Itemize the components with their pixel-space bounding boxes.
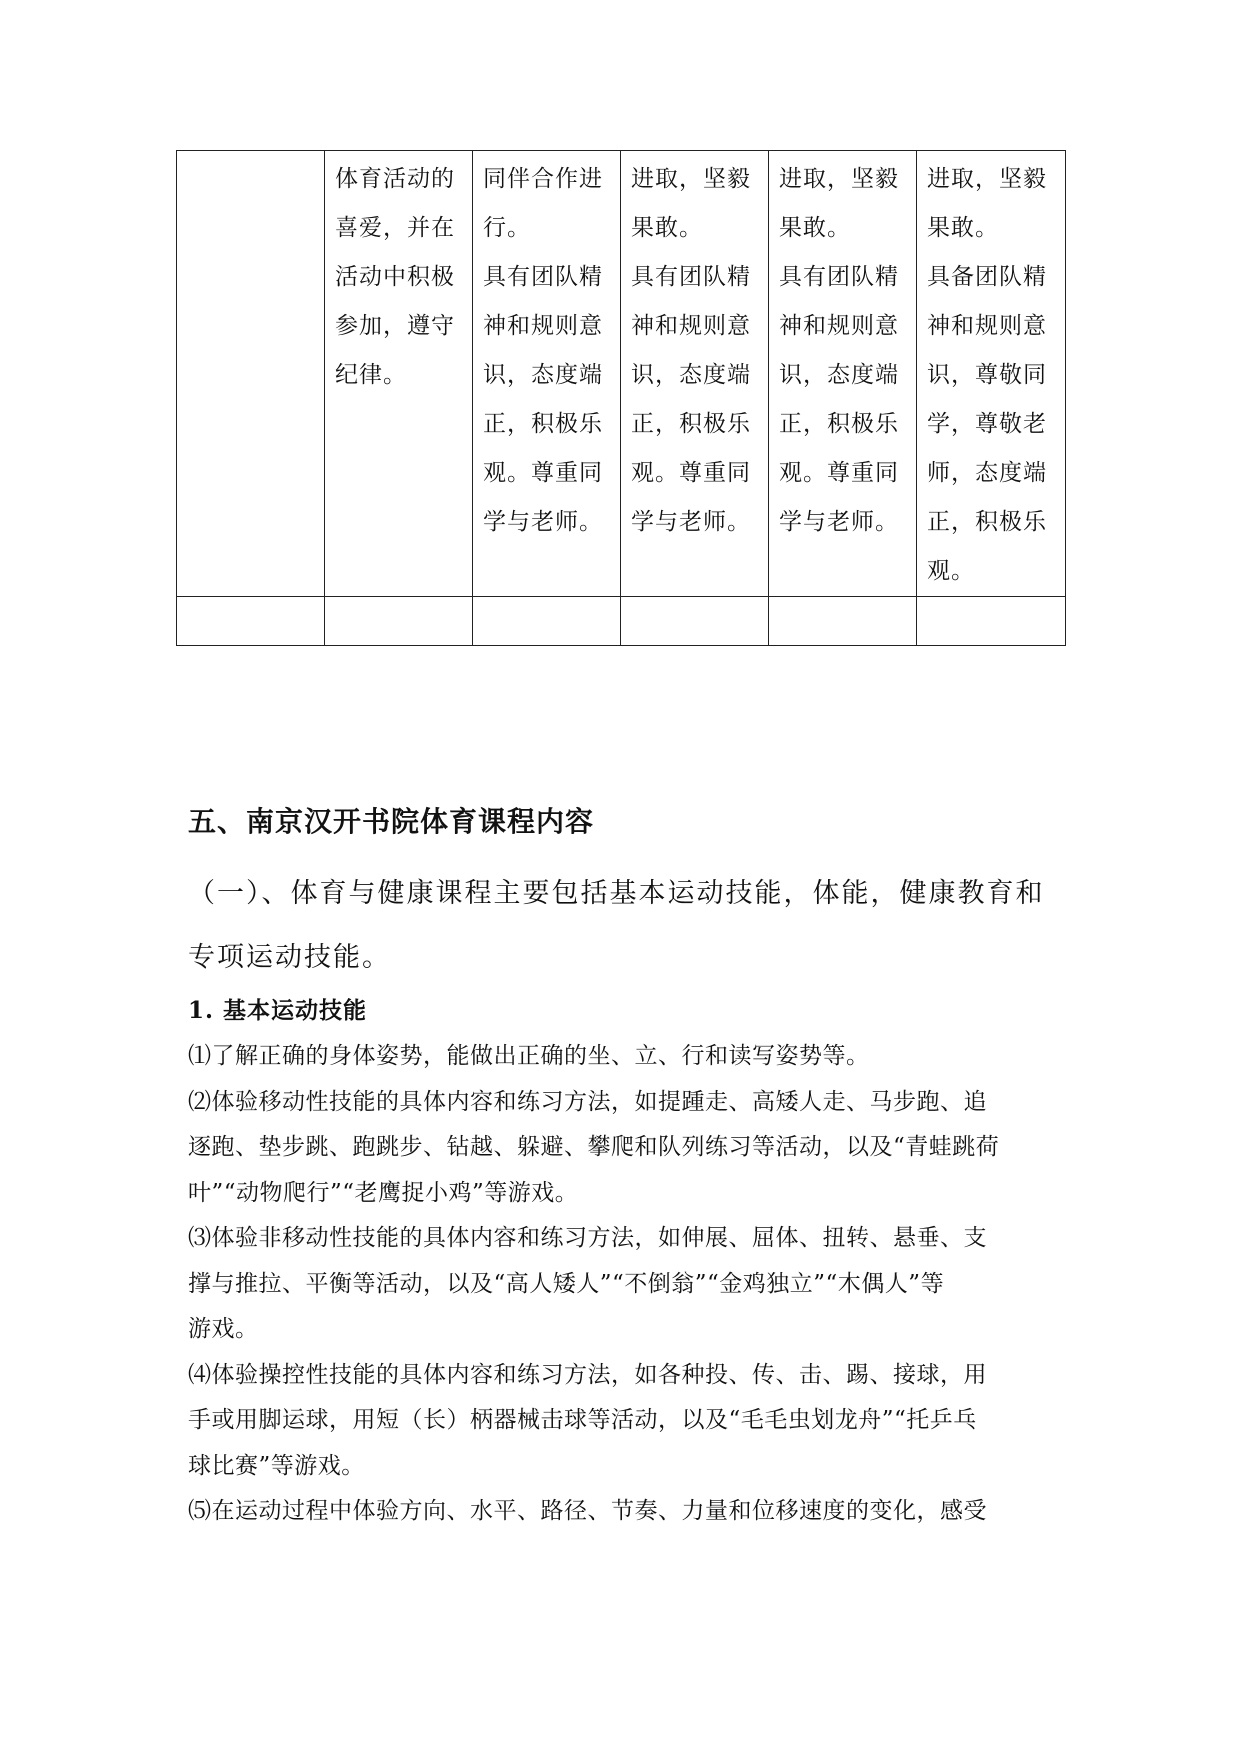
subheading: 1. 基本运动技能 xyxy=(188,997,368,1024)
table-row-empty xyxy=(177,597,1066,646)
item-line: 球比赛”等游戏。 xyxy=(188,1452,365,1479)
cell-text-line: 体育活动的 xyxy=(335,166,455,192)
item-line: ⑴了解正确的身体姿势，能做出正确的坐、立、行和读写姿势等。 xyxy=(188,1043,870,1069)
cell-text-line: 纪律。 xyxy=(335,362,407,388)
cell-text-line: 识，态度端 xyxy=(779,362,899,388)
cell-text-line: 神和规则意 xyxy=(927,313,1047,339)
table-row xyxy=(177,151,1066,597)
table-cell xyxy=(473,151,621,597)
cell-text-line: 学与老师。 xyxy=(483,509,603,535)
cell-text-line: 学与老师。 xyxy=(779,509,899,535)
cell-text-line: 具有团队精 xyxy=(483,264,603,290)
table-cell xyxy=(325,151,473,597)
cell-text-line: 具备团队精 xyxy=(927,264,1047,290)
table-cell xyxy=(177,151,325,597)
table-cell xyxy=(621,597,769,646)
cell-text-line: 正，积极乐 xyxy=(779,411,899,437)
cell-text-line: 具有团队精 xyxy=(631,264,751,290)
intro-paragraph xyxy=(188,862,1068,990)
cell-text-line: 正，积极乐 xyxy=(927,509,1047,535)
cell-text-line: 神和规则意 xyxy=(779,313,899,339)
table-cell xyxy=(769,151,917,597)
intro-line: 专项运动技能。 xyxy=(188,942,391,973)
item-line: 游戏。 xyxy=(188,1316,259,1342)
item-line: 手或用脚运球，用短（长）柄器械击球等活动，以及“毛毛虫划龙舟”“托乒乓 xyxy=(188,1407,977,1433)
table-cell xyxy=(621,151,769,597)
cell-text-line: 正，积极乐 xyxy=(631,411,751,437)
cell-text-line: 进取，坚毅 xyxy=(927,166,1047,192)
cell-text-line: 学，尊敬老 xyxy=(927,411,1047,437)
cell-text-line: 果敢。 xyxy=(927,215,999,241)
cell-text-line: 观。尊重同 xyxy=(631,460,751,486)
item-line: ⑷体验操控性技能的具体内容和练习方法，如各种投、传、击、踢、接球，用 xyxy=(188,1361,987,1388)
table-cell xyxy=(769,597,917,646)
cell-text-line: 识，态度端 xyxy=(631,362,751,388)
item-line: 逐跑、垫步跳、跑跳步、钻越、躲避、攀爬和队列练习等活动，以及“青蛙跳荷 xyxy=(188,1134,1000,1160)
cell-text-line: 参加，遵守 xyxy=(335,313,455,339)
intro-line: （一）、体育与健康课程主要包括基本运动技能，体能，健康教育和 xyxy=(188,878,1045,909)
cell-text-line: 喜爱，并在 xyxy=(335,215,455,241)
cell-text-line: 果敢。 xyxy=(779,215,851,241)
table-cell xyxy=(473,597,621,646)
item-line: 叶”“动物爬行”“老鹰捉小鸡”等游戏。 xyxy=(188,1179,579,1206)
cell-text-line: 果敢。 xyxy=(631,215,703,241)
cell-text-line: 观。尊重同 xyxy=(779,460,899,486)
cell-text-line: 神和规则意 xyxy=(483,313,603,339)
cell-text-line: 行。 xyxy=(483,215,531,241)
cell-text-line: 观。尊重同 xyxy=(483,460,603,486)
table-cell xyxy=(325,597,473,646)
item-line: 撑与推拉、平衡等活动，以及“高人矮人”“不倒翁”“金鸡独立”“木偶人”等 xyxy=(188,1270,945,1297)
cell-text-line: 进取，坚毅 xyxy=(631,166,751,192)
curriculum-table xyxy=(176,150,1066,646)
cell-text-line: 具有团队精 xyxy=(779,264,899,290)
cell-text-line: 识，态度端 xyxy=(483,362,603,388)
table-cell xyxy=(917,151,1066,597)
cell-text-line: 神和规则意 xyxy=(631,313,751,339)
cell-text-line: 识，尊敬同 xyxy=(927,362,1047,388)
item-line: ⑵体验移动性技能的具体内容和练习方法，如提踵走、高矮人走、马步跑、追 xyxy=(188,1088,987,1115)
skill-items xyxy=(188,1034,1068,1535)
cell-text-line: 进取，坚毅 xyxy=(779,166,899,192)
section-title: 五、南京汉开书院体育课程内容 xyxy=(188,805,595,838)
item-line: ⑸在运动过程中体验方向、水平、路径、节奏、力量和位移速度的变化，感受 xyxy=(188,1498,987,1524)
table-cell xyxy=(917,597,1066,646)
cell-text-line: 观。 xyxy=(927,558,975,584)
item-line: ⑶体验非移动性技能的具体内容和练习方法，如伸展、屈体、扭转、悬垂、支 xyxy=(188,1225,987,1251)
table-cell xyxy=(177,597,325,646)
cell-text-line: 师，态度端 xyxy=(927,460,1047,486)
cell-text-line: 学与老师。 xyxy=(631,509,751,535)
cell-text-line: 活动中积极 xyxy=(335,264,455,290)
cell-text-line: 正，积极乐 xyxy=(483,411,603,437)
cell-text-line: 同伴合作进 xyxy=(483,166,603,192)
